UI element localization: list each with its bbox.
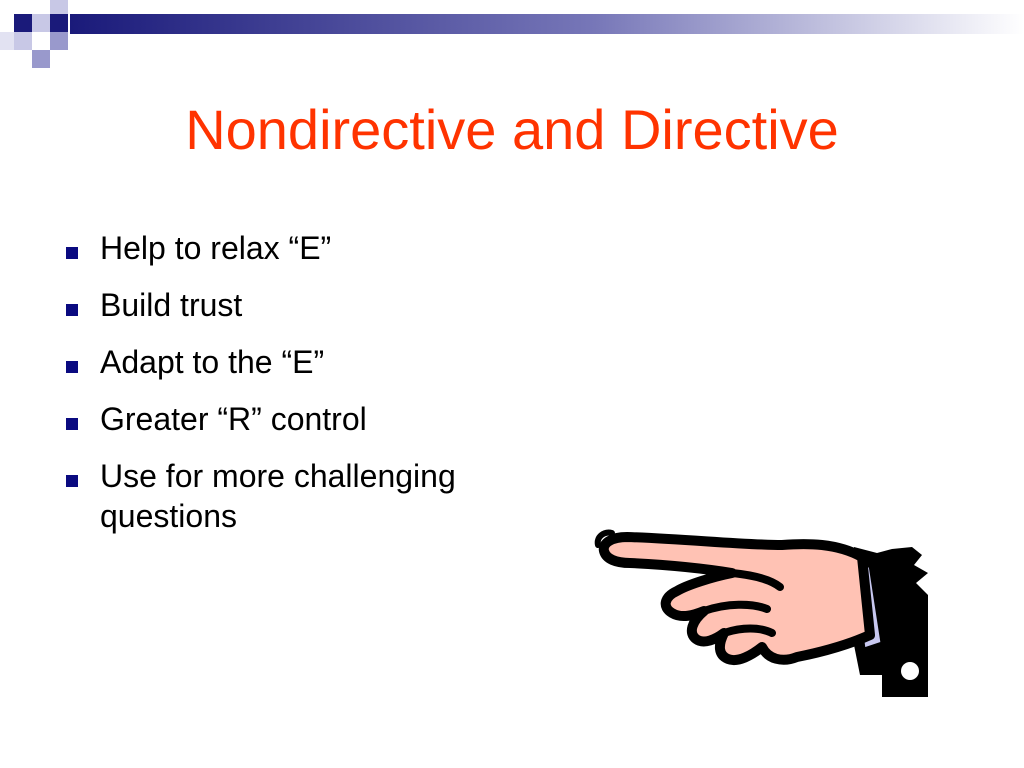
bullet-text: Help to relax “E” xyxy=(100,230,332,266)
bullet-item xyxy=(60,399,580,439)
pointing-hand-icon xyxy=(592,525,932,705)
square-bullet-icon xyxy=(66,418,78,430)
square-bullet-icon xyxy=(66,247,78,259)
bullet-list xyxy=(60,228,580,553)
slide-title: Nondirective and Directive xyxy=(185,98,839,161)
deco-square xyxy=(50,32,68,50)
bullet-text: Greater “R” control xyxy=(100,401,367,437)
bullet-item xyxy=(60,228,580,268)
square-bullet-icon xyxy=(66,361,78,373)
bullet-text: Build trust xyxy=(100,287,243,323)
deco-square xyxy=(0,32,14,50)
bullet-text: Use for more challenging questions xyxy=(100,458,456,534)
bullet-item xyxy=(60,342,580,382)
deco-square xyxy=(50,14,68,32)
header-decoration xyxy=(0,0,1024,70)
square-bullet-icon xyxy=(66,475,78,487)
deco-square xyxy=(50,0,68,14)
deco-square xyxy=(32,50,50,68)
deco-square xyxy=(32,14,50,32)
square-bullet-icon xyxy=(66,304,78,316)
deco-square xyxy=(14,32,32,50)
bullet-item xyxy=(60,285,580,325)
bullet-text: Adapt to the “E” xyxy=(100,344,325,380)
bullet-item xyxy=(60,456,580,536)
header-gradient-band xyxy=(70,14,1024,34)
deco-square xyxy=(14,14,32,32)
